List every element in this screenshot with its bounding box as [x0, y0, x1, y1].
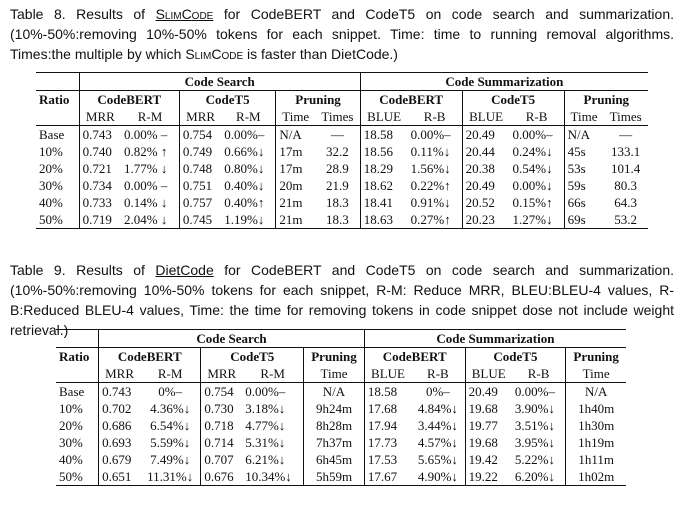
value-cell: 0.719	[79, 211, 121, 229]
value-cell: 0.00%–	[221, 126, 276, 144]
value-cell: 0.91%↓	[410, 194, 451, 210]
value-cell: 5h59m	[304, 468, 365, 486]
value-cell: 4.57%↓	[417, 434, 458, 450]
value-cell: 28.9	[326, 160, 349, 176]
value-cell: 4.84%↓	[417, 400, 458, 416]
metric-header: R-B	[423, 108, 446, 124]
value-cell: 64.3	[614, 194, 638, 210]
value-cell: 0%–	[140, 383, 201, 401]
ratio-cell: Base	[56, 383, 99, 401]
value-cell: 20.38	[462, 160, 509, 177]
value-cell: 1.19%↓	[221, 211, 276, 229]
value-cell: 5.22%↓	[514, 451, 555, 467]
value-cell: 3.18%↓	[245, 400, 286, 416]
metric-header: Time	[304, 365, 365, 383]
value-cell: 17.73	[364, 434, 411, 451]
value-cell: 0.40%↑	[224, 194, 265, 210]
value-cell: 11.31%↓	[140, 468, 201, 486]
value-cell: 0.751	[179, 177, 221, 194]
value-cell: 0.686	[99, 417, 140, 434]
value-cell: 0.651	[99, 468, 140, 486]
table8-caption	[10, 4, 674, 64]
pruning-header: Pruning	[304, 348, 365, 366]
value-cell: 0.00%–	[408, 126, 463, 144]
value-cell: 0.66%↓	[224, 143, 265, 159]
value-cell: N/A	[304, 383, 365, 401]
value-cell: 20.49	[462, 177, 509, 194]
codebert-header: CodeBERT	[79, 91, 179, 109]
metric-header: R-B	[427, 365, 449, 381]
ratio-cell: 40%	[39, 194, 63, 210]
value-cell: 18.3	[326, 194, 349, 210]
value-cell: N/A	[566, 383, 626, 401]
ratio-cell: 30%	[59, 434, 83, 450]
blank-cell	[56, 365, 99, 383]
caption-text: for CodeBERT and CodeT5 on code search and summarization.(10%-50%:removing 10%-50% tokens for each snippet, R-M: Reduce MRR, BLEU:BLEU-4 values, R-B:Reduced BLEU-4 values, Time: the time for removing tokens in code snippet dose not include weight retrieval.)	[10, 262, 674, 338]
value-cell: 1h02m	[566, 468, 626, 486]
value-cell: 0.27%↑	[408, 211, 463, 229]
blank-cell	[56, 330, 99, 348]
pruning-header: Pruning	[566, 348, 626, 366]
value-cell: 0.734	[79, 177, 121, 194]
ratio-cell: 20%	[59, 417, 83, 433]
value-cell: 18.3	[315, 211, 360, 229]
sub-header-row	[56, 348, 626, 366]
metric-header: MRR	[179, 108, 221, 126]
value-cell: 18.29	[360, 160, 407, 177]
table-row	[56, 400, 626, 417]
value-cell: 0.00% –	[124, 177, 168, 193]
table-row	[56, 434, 626, 451]
ratio-cell: 20%	[39, 160, 63, 176]
value-cell: 9h24m	[304, 400, 365, 417]
value-cell: 0.82% ↑	[124, 143, 168, 159]
metric-header: Time	[566, 365, 626, 383]
ratio-header: Ratio	[36, 91, 79, 109]
table-row	[56, 451, 626, 468]
value-cell: 17m	[276, 160, 315, 177]
metric-header: R-B	[525, 108, 548, 124]
pruning-header: Pruning	[276, 91, 360, 109]
value-cell: 0.14% ↓	[124, 194, 168, 210]
codet5-header: CodeT5	[201, 348, 304, 366]
value-cell: 3.51%↓	[514, 417, 555, 433]
value-cell: 0.676	[201, 468, 242, 486]
value-cell: 1.27%↓	[510, 211, 565, 229]
value-cell: 7h37m	[304, 434, 365, 451]
value-cell: 7.49%↓	[150, 451, 191, 467]
value-cell: 0.730	[201, 400, 242, 417]
value-cell: 69s	[564, 211, 603, 229]
table8	[36, 72, 648, 229]
value-cell: 0.80%↓	[224, 160, 265, 176]
metric-header: MRR	[99, 365, 140, 383]
codet5-header: CodeT5	[179, 91, 275, 109]
group-header-code-search: Code Search	[99, 330, 365, 348]
value-cell: 0.714	[201, 434, 242, 451]
value-cell: 18.58	[364, 383, 411, 401]
ratio-cell: 30%	[39, 177, 63, 193]
blank-cell	[36, 108, 79, 126]
value-cell: 0.754	[179, 126, 221, 144]
codet5-header: CodeT5	[462, 91, 564, 109]
value-cell: 4.36%↓	[150, 400, 191, 416]
table-row	[36, 211, 648, 229]
value-cell: 17.68	[364, 400, 411, 417]
value-cell: 1h11m	[566, 451, 626, 468]
value-cell: 18.41	[360, 194, 407, 211]
value-cell: 6h45m	[304, 451, 365, 468]
value-cell: 18.63	[360, 211, 407, 229]
caption-text: Table 8. Results of	[10, 6, 156, 22]
table-row	[36, 126, 648, 144]
value-cell: 21.9	[326, 177, 349, 193]
value-cell: 17m	[276, 143, 315, 160]
value-cell: 18.56	[360, 143, 407, 160]
value-cell: 0.693	[99, 434, 140, 451]
value-cell: 20.49	[465, 383, 512, 401]
ratio-cell: 50%	[36, 211, 79, 229]
value-cell: —	[315, 126, 360, 144]
value-cell: 101.4	[611, 160, 641, 176]
blank-cell	[36, 73, 79, 91]
value-cell: 133.1	[611, 143, 641, 159]
value-cell: 0.754	[201, 383, 242, 401]
metric-header-row	[36, 108, 648, 126]
value-cell: 0.00% –	[121, 126, 179, 144]
value-cell: 20m	[276, 177, 315, 194]
value-cell: 2.04% ↓	[121, 211, 179, 229]
value-cell: 1.77% ↓	[124, 160, 168, 176]
table-row	[36, 143, 648, 160]
value-cell: 66s	[564, 194, 603, 211]
caption-text: is faster than DietCode.)	[243, 46, 398, 62]
codet5-header: CodeT5	[465, 348, 566, 366]
table9	[56, 329, 626, 486]
value-cell: 3.44%↓	[417, 417, 458, 433]
value-cell: 0.757	[179, 194, 221, 211]
table-row	[36, 194, 648, 211]
metric-header: BLUE	[462, 108, 509, 126]
value-cell: 45s	[564, 143, 603, 160]
value-cell: 17.94	[364, 417, 411, 434]
value-cell: 0.733	[79, 194, 121, 211]
value-cell: 5.31%↓	[245, 434, 286, 450]
value-cell: 21m	[276, 194, 315, 211]
value-cell: 0.24%↓	[512, 143, 553, 159]
table-row	[56, 468, 626, 486]
value-cell: 19.42	[465, 451, 512, 468]
value-cell: 0.743	[99, 383, 140, 401]
codebert-header: CodeBERT	[364, 348, 465, 366]
metric-header: R-M	[137, 108, 163, 124]
metric-header: R-B	[527, 365, 550, 381]
value-cell: 0.721	[79, 160, 121, 177]
ratio-cell: 40%	[59, 451, 83, 467]
metric-header: R-M	[260, 365, 285, 381]
value-cell: 0.15%↑	[512, 194, 553, 210]
value-cell: 5.65%↓	[417, 451, 458, 467]
value-cell: 80.3	[614, 177, 638, 193]
metric-header: MRR	[79, 108, 121, 126]
value-cell: 18.62	[360, 177, 407, 194]
value-cell: 0.00%–	[242, 383, 303, 401]
metric-header: Times	[321, 108, 354, 124]
group-header-code-search: Code Search	[79, 73, 360, 91]
value-cell: 5.59%↓	[150, 434, 191, 450]
value-cell: 6.21%↓	[245, 451, 286, 467]
value-cell: 10.34%↓	[242, 468, 303, 486]
value-cell: 20.49	[462, 126, 509, 144]
metric-header: MRR	[201, 365, 242, 383]
table-row	[56, 417, 626, 434]
value-cell: 0.740	[79, 143, 121, 160]
value-cell: 0.40%↓	[224, 177, 265, 193]
metric-header: Time	[276, 108, 315, 126]
value-cell: 59s	[564, 177, 603, 194]
value-cell: 21m	[276, 211, 315, 229]
value-cell: 20.44	[462, 143, 509, 160]
pruning-header: Pruning	[564, 91, 648, 109]
codebert-header: CodeBERT	[99, 348, 201, 366]
value-cell: 0.679	[99, 451, 140, 468]
ratio-cell: 10%	[39, 143, 63, 159]
value-cell: 0.745	[179, 211, 221, 229]
sub-header-row	[36, 91, 648, 109]
ratio-header: Ratio	[56, 348, 99, 366]
value-cell: 0.707	[201, 451, 242, 468]
value-cell: 0.00%↓	[512, 177, 553, 193]
value-cell: 18.58	[360, 126, 407, 144]
metric-header-row	[56, 365, 626, 383]
value-cell: 32.2	[326, 143, 349, 159]
table-row	[36, 177, 648, 194]
group-header-code-summarization: Code Summarization	[360, 73, 648, 91]
caption-tool-name: DietCode	[155, 262, 214, 278]
value-cell: 0.22%↑	[410, 177, 451, 193]
metric-header: BLUE	[360, 108, 407, 126]
caption-tool-name: SlimCode	[185, 46, 244, 62]
value-cell: —	[603, 126, 648, 144]
value-cell: 0.00%–	[510, 126, 565, 144]
value-cell: 6.54%↓	[150, 417, 191, 433]
metric-header: Time	[564, 108, 603, 126]
codebert-header: CodeBERT	[360, 91, 462, 109]
value-cell: 0.743	[79, 126, 121, 144]
value-cell: 0.749	[179, 143, 221, 160]
value-cell: 20.23	[462, 211, 509, 229]
value-cell: 0.748	[179, 160, 221, 177]
metric-header: BLUE	[364, 365, 411, 383]
value-cell: 1h19m	[566, 434, 626, 451]
table-row	[36, 160, 648, 177]
caption-tool-name: SlimCode	[155, 6, 214, 22]
value-cell: 19.68	[465, 434, 512, 451]
table9-caption	[10, 260, 674, 340]
value-cell: 0.702	[99, 400, 140, 417]
value-cell: 8h28m	[304, 417, 365, 434]
metric-header: R-M	[157, 365, 183, 381]
group-header-code-summarization: Code Summarization	[364, 330, 626, 348]
value-cell: 53s	[564, 160, 603, 177]
metric-header: Times	[609, 108, 642, 124]
value-cell: 3.95%↓	[514, 434, 555, 450]
value-cell: 3.90%↓	[514, 400, 555, 416]
ratio-cell: Base	[36, 126, 79, 144]
value-cell: 6.20%↓	[512, 468, 566, 486]
value-cell: 0.718	[201, 417, 242, 434]
value-cell: 0.00%–	[512, 383, 566, 401]
ratio-cell: 10%	[59, 400, 83, 416]
value-cell: 19.77	[465, 417, 512, 434]
value-cell: 1h30m	[566, 417, 626, 434]
value-cell: 17.67	[364, 468, 411, 486]
ratio-cell: 50%	[56, 468, 99, 486]
value-cell: 0.54%↓	[512, 160, 553, 176]
value-cell: 0%–	[411, 383, 465, 401]
value-cell: N/A	[276, 126, 315, 144]
caption-text: for CodeBERT and CodeT5 on code search and summarization.(10%-50%:removing 10%-50% tokens for each snippet. Time: time to running removal algorithms. Times:the multiple by which	[10, 6, 674, 62]
value-cell: 19.22	[465, 468, 512, 486]
caption-text: Table 9. Results of	[10, 262, 156, 278]
group-header-row	[36, 73, 648, 91]
value-cell: 1.56%↓	[410, 160, 451, 176]
value-cell: 20.52	[462, 194, 509, 211]
value-cell: N/A	[564, 126, 603, 144]
value-cell: 4.90%↓	[411, 468, 465, 486]
value-cell: 53.2	[603, 211, 648, 229]
value-cell: 4.77%↓	[245, 417, 286, 433]
value-cell: 0.11%↓	[410, 143, 451, 159]
value-cell: 17.53	[364, 451, 411, 468]
group-header-row	[56, 330, 626, 348]
metric-header: R-M	[236, 108, 261, 124]
value-cell: 19.68	[465, 400, 512, 417]
table-row	[56, 383, 626, 401]
metric-header: BLUE	[465, 365, 512, 383]
value-cell: 1h40m	[566, 400, 626, 417]
